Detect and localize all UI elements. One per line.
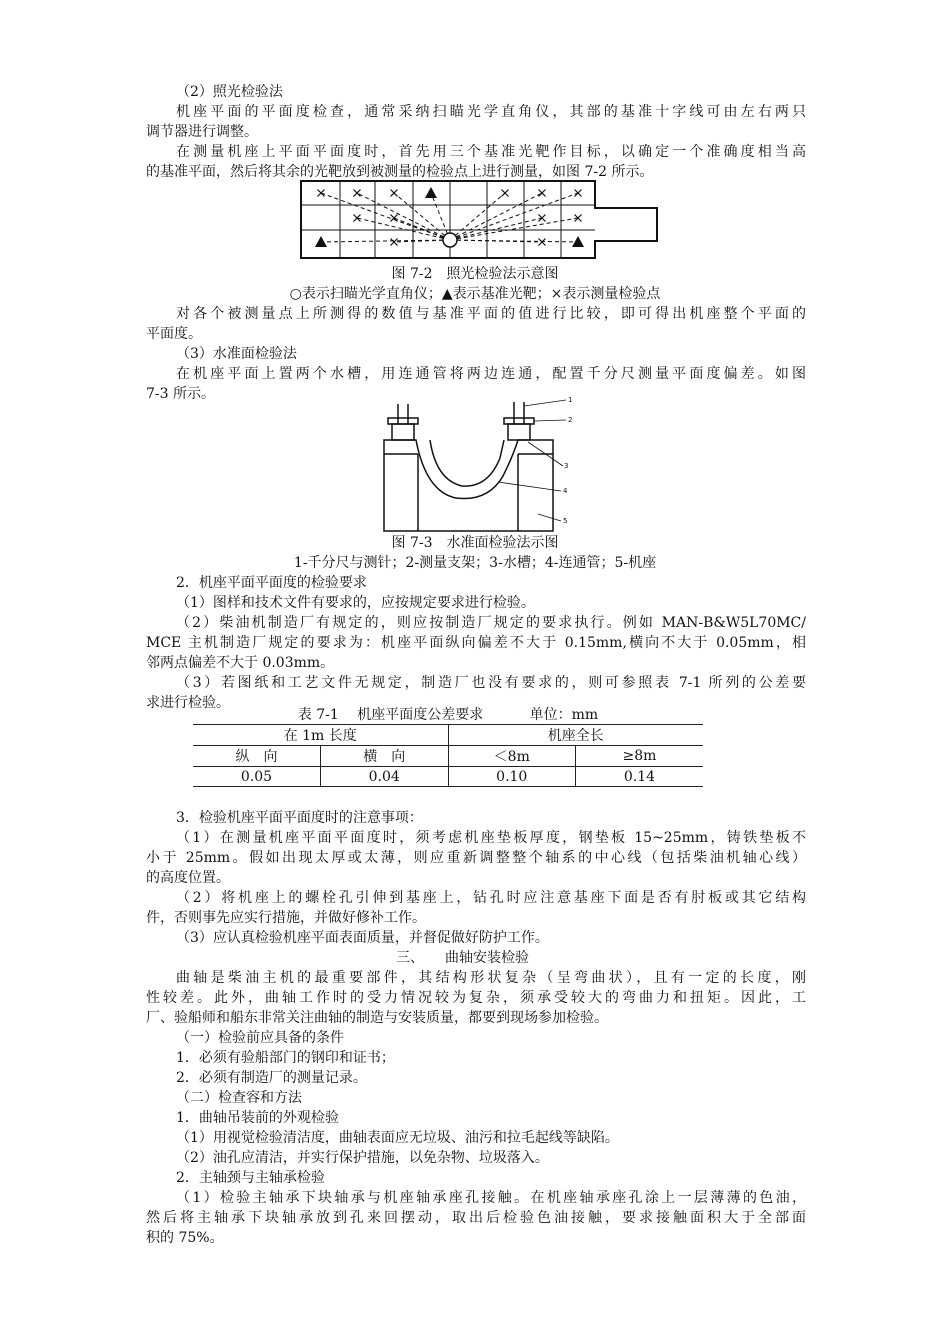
paragraph-line: 的基准平面，然后将其余的光靶放到被测量的检验点上进行测量，如图 7-2 所示。 <box>146 164 654 180</box>
subsection-heading: （二）检查容和方法 <box>176 1090 302 1106</box>
subsection-heading: （一）检验前应具备的条件 <box>176 1030 344 1046</box>
paragraph-line: 小于 25mm。假如出现太厚或太薄，则应重新调整整个轴系的中心线（包括柴油机轴心线） <box>146 850 806 866</box>
paragraph-line: （1）图样和技术文件有要求的，应按规定要求进行检验。 <box>176 595 535 611</box>
list-item: 1．必须有验船部门的钢印和证书； <box>176 1050 395 1066</box>
figure-7-2-diagram <box>295 178 665 263</box>
paragraph-line: 在机座平面上置两个水槽，用连通管将两边连通，配置千分尺测量平面度偏差。如图 <box>176 366 806 382</box>
paragraph-line: 求进行检验。 <box>146 695 230 711</box>
measurement-point-cross <box>391 215 398 222</box>
reference-target-triangle <box>425 187 437 198</box>
table-cell: 0.10 <box>448 767 576 787</box>
scan-ray-line <box>450 193 578 240</box>
table-column-header: 横 向 <box>321 746 449 767</box>
measurement-point-cross <box>354 190 361 197</box>
paragraph-line: 件，否则事先应实行措施，并做好修补工作。 <box>146 910 426 926</box>
reference-target-triangle <box>572 236 584 247</box>
measurement-point-cross <box>539 215 546 222</box>
paragraph-line: （1）在测量机座平面平面度时，须考虑机座垫板厚度，钢垫板 15~25mm，铸铁垫板不 <box>176 830 806 846</box>
measurement-point-cross <box>502 190 509 197</box>
table-cell: 0.14 <box>576 767 704 787</box>
figure-legend: ○表示扫瞄光学直角仪；▲表示基准光靶；×表示测量检验点 <box>289 286 661 302</box>
measurement-point-cross <box>391 239 398 246</box>
measurement-point-cross <box>354 215 361 222</box>
scan-ray-line <box>394 218 450 240</box>
measurement-point-cross <box>539 190 546 197</box>
figure-legend: 1-千分尺与测针；2-测量支架；3-水槽；4-连通管；5-机座 <box>293 555 657 571</box>
paragraph-line: 性较差。此外，曲轴工作时的受力情况较为复杂，须承受较大的弯曲力和扭矩。因此，工 <box>146 990 806 1006</box>
table-column-header: ＜8m <box>448 746 576 767</box>
paragraph-line: 然后将主轴承下块轴承放到孔来回摆动，取出后检验色油接触，要求接触面积大于全部面 <box>146 1210 806 1226</box>
paragraph-line: （2）柴油机制造厂有规定的，则应按制造厂规定的要求执行。例如 MAN-B&W5L70MC/ <box>176 615 806 631</box>
scanning-instrument-circle <box>443 233 457 247</box>
figure-caption: 图 7-2 照光检验法示意图 <box>391 266 559 282</box>
paragraph-line: 积的 75%。 <box>146 1230 224 1246</box>
reference-target-triangle <box>315 236 327 247</box>
paragraph-line: （3）应认真检验机座平面表面质量，并督促做好防护工作。 <box>176 930 549 946</box>
paragraph-line: （1）检验主轴承下块轴承与机座轴承座孔接触。在机座轴承座孔涂上一层薄薄的色油， <box>176 1190 806 1206</box>
subsection-heading: （3）水准面检验法 <box>176 346 297 362</box>
callout-label-4: 4 <box>563 487 568 495</box>
subsection-heading: 3．检验机座平面平面度时的注意事项： <box>176 810 423 826</box>
table-group-header: 在 1m 长度 <box>193 725 448 746</box>
paragraph-line: 调节器进行调整。 <box>146 124 258 140</box>
table-title: 表 7-1 机座平面度公差要求 单位：mm <box>297 707 599 723</box>
measurement-point-cross <box>539 239 546 246</box>
scan-ray-line <box>450 218 542 240</box>
list-item: （2）油孔应清洁，并实行保护措施，以免杂物、垃圾落入。 <box>176 1150 549 1166</box>
scan-ray-line <box>450 218 578 240</box>
list-item: （1）用视觉检验清洁度，曲轴表面应无垃圾、油污和拉毛起线等缺陷。 <box>176 1130 619 1146</box>
subsection-heading: （2）照光检验法 <box>176 84 283 100</box>
callout-label-3: 3 <box>564 462 569 470</box>
paragraph-line: 曲轴是柴油主机的最重要部件，其结构形状复杂（呈弯曲状），且有一定的长度，刚 <box>176 970 806 986</box>
paragraph-line: 机座平面的平面度检查，通常采纳扫瞄光学直角仪，其部的基准十字线可由左右两只 <box>176 104 806 120</box>
table-group-header: 机座全长 <box>448 725 703 746</box>
list-item: 2．必须有制造厂的测量记录。 <box>176 1070 367 1086</box>
table-column-header: ≥8m <box>576 746 704 767</box>
paragraph-line: MCE 主机制造厂规定的要求为：机座平面纵向偏差不大于 0.15mm,横向不大于 0.05mm，相 <box>146 635 806 651</box>
paragraph-line: （3）若图纸和工艺文件无规定，制造厂也没有要求的，则可参照表 7-1 所列的公差要 <box>176 675 806 691</box>
scan-ray-line <box>450 193 542 240</box>
paragraph-line: （2）将机座上的螺栓孔引伸到基座上，钻孔时应注意基座下面是否有肘板或其它结构 <box>176 890 806 906</box>
table-cell: 0.04 <box>321 767 449 787</box>
paragraph-line: 对各个被测量点上所测得的数值与基准平面的值进行比较，即可得出机座整个平面的 <box>176 306 806 322</box>
paragraph-line: 邻两点偏差不大于 0.03mm。 <box>146 655 335 671</box>
scan-ray-line <box>357 193 450 240</box>
section-heading: 三、 曲轴安装检验 <box>396 950 529 966</box>
paragraph-line: 在测量机座上平面平面度时，首先用三个基准光靶作目标，以确定一个准确度相当高 <box>176 144 806 160</box>
list-item: 2．主轴颈与主轴承检验 <box>176 1170 325 1186</box>
callout-label-5: 5 <box>563 517 568 525</box>
callout-label-2: 2 <box>568 416 573 424</box>
table-column-header: 纵 向 <box>193 746 321 767</box>
measurement-point-cross <box>318 190 325 197</box>
paragraph-line: 7-3 所示。 <box>146 386 215 402</box>
callout-label-1: 1 <box>568 396 573 404</box>
measurement-point-cross <box>391 190 398 197</box>
subsection-heading: 2．机座平面平面度的检验要求 <box>176 575 367 591</box>
tolerance-table <box>193 724 703 787</box>
table-cell: 0.05 <box>193 767 321 787</box>
paragraph-line: 的高度位置。 <box>146 870 230 886</box>
paragraph-line: 厂、验船师和船东非常关注曲轴的制造与安装质量，都要到现场参加检验。 <box>146 1010 608 1026</box>
measurement-point-cross <box>575 190 582 197</box>
figure-caption: 图 7-3 水准面检验法示图 <box>391 535 559 551</box>
paragraph-line: 平面度。 <box>146 326 202 342</box>
figure-7-3-diagram <box>378 396 583 536</box>
list-item: 1．曲轴吊装前的外观检验 <box>176 1110 339 1126</box>
